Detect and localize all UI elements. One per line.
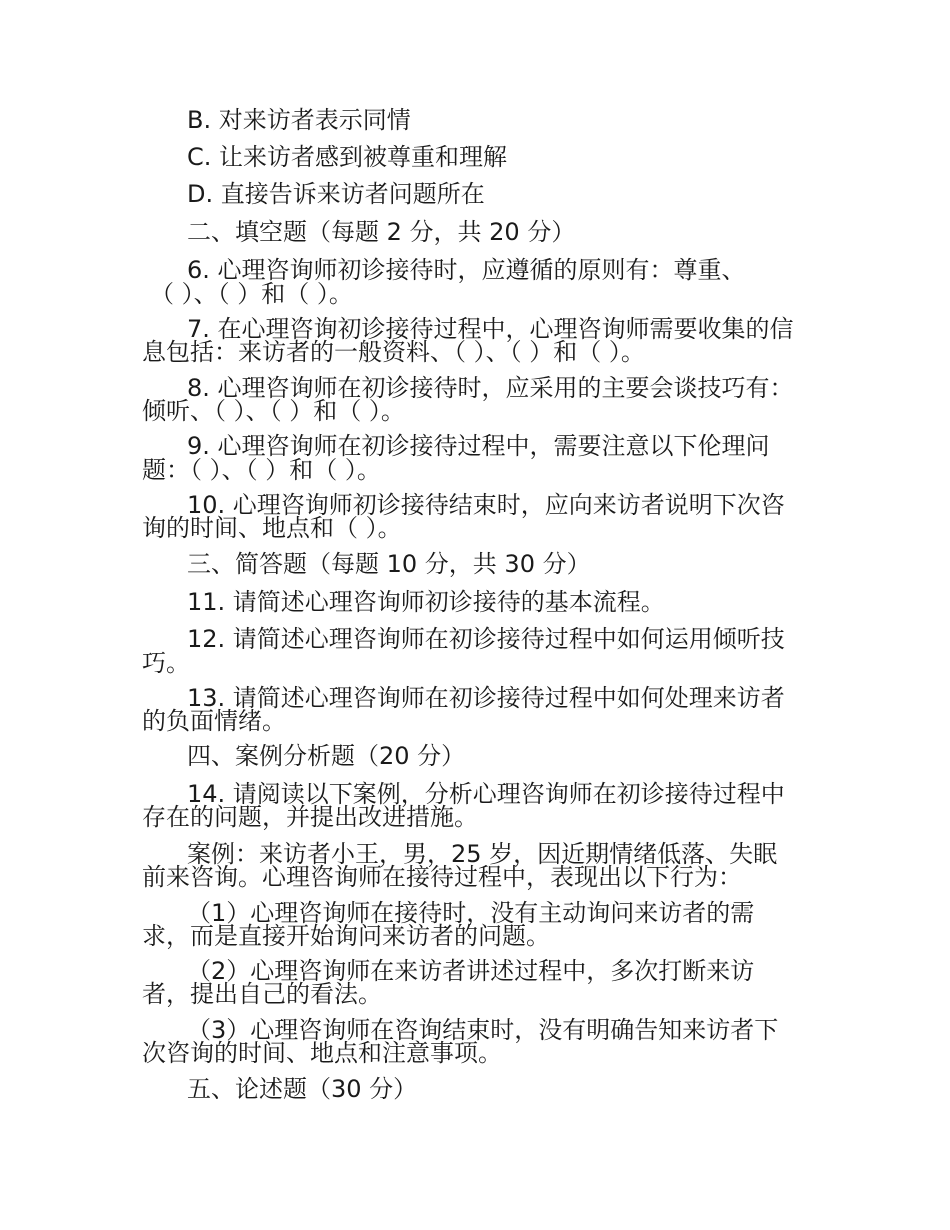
question-10-line-2: 询的时间、地点和（ ）。 (142, 514, 402, 542)
question-14-line-1: 14. 请阅读以下案例，分析心理咨询师在初诊接待过程中 (187, 780, 785, 808)
question-9-line-2: 题：（ ）、（ ）和（ ）。 (142, 456, 381, 484)
question-7-line-1: 7. 在心理咨询初诊接待过程中，心理咨询师需要收集的信 (187, 315, 794, 343)
question-13-line-1: 13. 请简述心理咨询师在初诊接待过程中如何处理来访者 (187, 684, 785, 712)
option-c: C. 让来访者感到被尊重和理解 (187, 143, 508, 171)
case-item-2-line-2: 者，提出自己的看法。 (142, 980, 382, 1008)
question-13-line-2: 的负面情绪。 (142, 707, 286, 735)
case-item-2-line-1: （2）心理咨询师在来访者讲述过程中，多次打断来访 (187, 957, 755, 985)
question-14-line-2: 存在的问题，并提出改进措施。 (142, 803, 478, 831)
question-7-line-2: 息包括：来访者的一般资料、（ ）、（ ）和（ ）。 (142, 338, 645, 366)
option-b: B. 对来访者表示同情 (187, 106, 411, 134)
case-item-3-line-2: 次咨询的时间、地点和注意事项。 (142, 1039, 502, 1067)
question-12-line-2: 巧。 (142, 649, 190, 677)
section-heading-fill-blank: 二、填空题（每题 2 分，共 20 分） (187, 218, 576, 246)
question-8-line-2: 倾听、（ ）、（ ）和（ ）。 (142, 397, 405, 425)
question-8-line-1: 8. 心理咨询师在初诊接待时，应采用的主要会谈技巧有： (187, 374, 794, 402)
case-item-3-line-1: （3）心理咨询师在咨询结束时，没有明确告知来访者下 (187, 1016, 779, 1044)
question-9-line-1: 9. 心理咨询师在初诊接待过程中，需要注意以下伦理问 (187, 432, 770, 460)
case-item-1-line-1: （1）心理咨询师在接待时，没有主动询问来访者的需 (187, 899, 755, 927)
question-6-line-2: （ ）、（ ）和（ ）。 (150, 280, 353, 308)
case-text-line-2: 前来咨询。心理咨询师在接待过程中，表现出以下行为： (142, 863, 742, 891)
question-10-line-1: 10. 心理咨询师初诊接待结束时，应向来访者说明下次咨 (187, 491, 785, 519)
option-d: D. 直接告诉来访者问题所在 (187, 180, 485, 208)
section-heading-case-analysis: 四、案例分析题（20 分） (187, 742, 466, 770)
section-heading-essay: 五、论述题（30 分） (187, 1075, 418, 1103)
section-heading-short-answer: 三、简答题（每题 10 分，共 30 分） (187, 550, 591, 578)
question-12-line-1: 12. 请简述心理咨询师在初诊接待过程中如何运用倾听技 (187, 625, 785, 653)
question-11: 11. 请简述心理咨询师初诊接待的基本流程。 (187, 588, 665, 616)
case-item-1-line-2: 求，而是直接开始询问来访者的问题。 (142, 922, 550, 950)
case-text-line-1: 案例：来访者小王，男，25 岁，因近期情绪低落、失眠 (187, 840, 778, 868)
question-6-line-1: 6. 心理咨询师初诊接待时，应遵循的原则有：尊重、 (187, 256, 746, 284)
